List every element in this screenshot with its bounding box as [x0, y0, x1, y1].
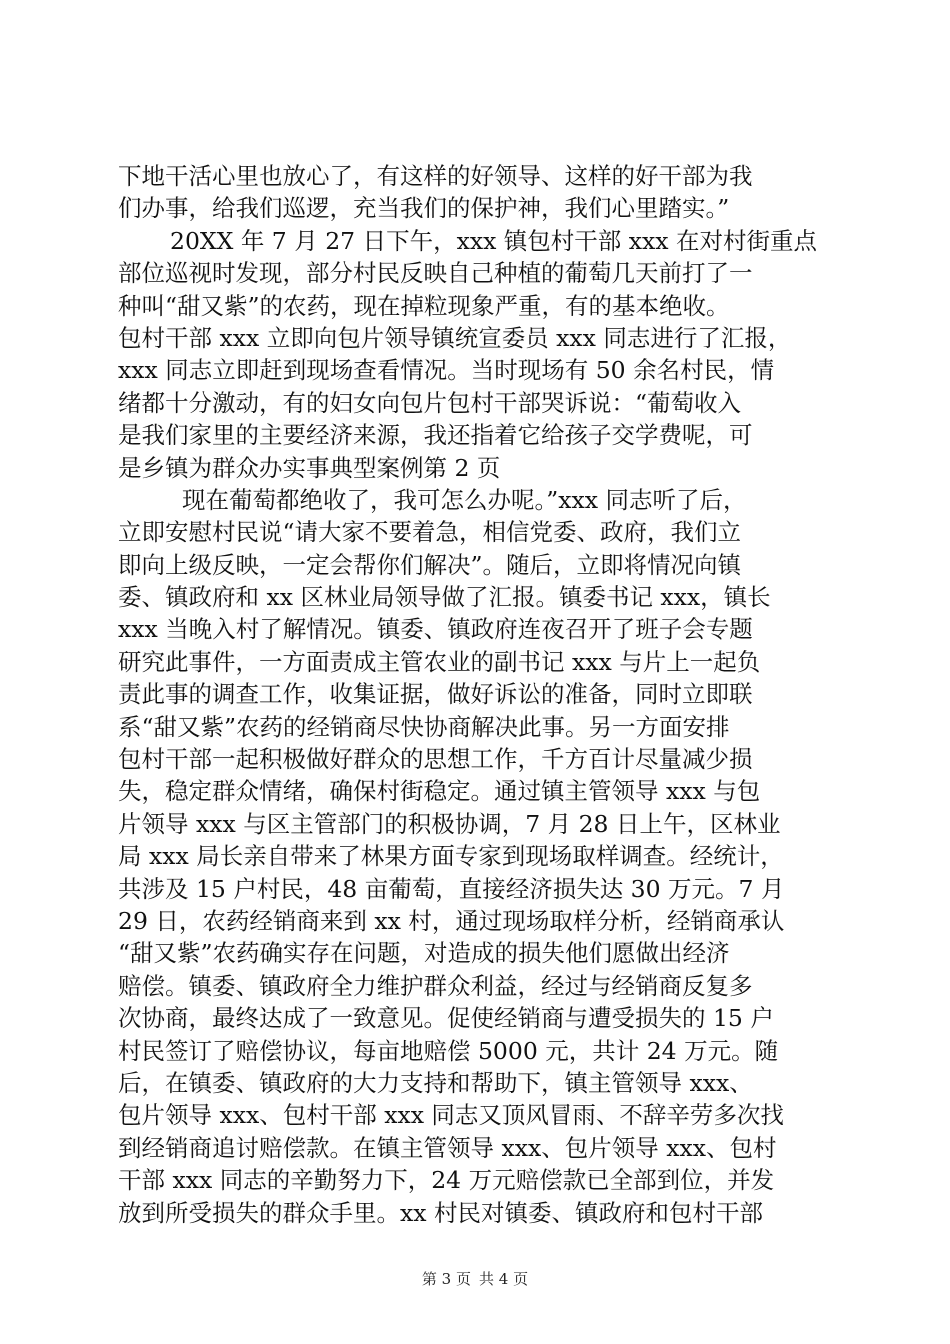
document-body — [118, 160, 838, 1229]
text-line: “甜又紫”农药确实存在问题，对造成的损失他们愿做出经济 — [118, 939, 730, 968]
text-line: 片领导 xxx 与区主管部门的积极协调，7 月 28 日上午，区林业 — [118, 809, 781, 838]
text-line: 包村干部 xxx 立即向包片领导镇统宣委员 xxx 同志进行了汇报， — [118, 323, 792, 352]
page-number: 第 3 页 — [421, 1270, 471, 1288]
text-line: 放到所受损失的群众手里。xx 村民对镇委、镇政府和包村干部 — [118, 1198, 763, 1227]
text-line: 失，稳定群众情绪，确保村街稳定。通过镇主管领导 xxx 与包 — [118, 777, 761, 806]
text-line: 系“甜又紫”农药的经销商尽快协商解决此事。另一方面安排 — [118, 712, 730, 741]
text-line: 赔偿。镇委、镇政府全力维护群众利益，经过与经销商反复多 — [118, 971, 753, 1000]
text-line: 部位巡视时发现，部分村民反映自己种植的葡萄几天前打了一 — [118, 259, 753, 288]
paragraph-start-line: 现在葡萄都绝收了，我可怎么办呢。”xxx 同志听了后， — [182, 485, 747, 514]
text-line: 是我们家里的主要经济来源，我还指着它给孩子交学费呢，可 — [118, 421, 753, 450]
text-line: 包村干部一起积极做好群众的思想工作，千方百计尽量减少损 — [118, 745, 753, 774]
text-line: 责此事的调查工作，收集证据，做好诉讼的准备，同时立即联 — [118, 680, 753, 709]
text-line: 种叫“甜又紫”的农药，现在掉粒现象严重，有的基本绝收。 — [118, 291, 730, 320]
text-line: 绪都十分激动，有的妇女向包片包村干部哭诉说：“葡萄收入 — [118, 388, 742, 417]
text-line: 们办事，给我们巡逻，充当我们的保护神，我们心里踏实。” — [118, 194, 730, 223]
paragraph-start-line: 20XX 年 7 月 27 日下午，xxx 镇包村干部 xxx 在对村街重点 — [170, 226, 817, 255]
text-line: 下地干活心里也放心了，有这样的好领导、这样的好干部为我 — [118, 162, 753, 190]
page-total: 共 4 页 — [479, 1270, 529, 1288]
text-line: 研究此事件，一方面责成主管农业的副书记 xxx 与片上一起负 — [118, 647, 761, 676]
text-line: 到经销商追讨赔偿款。在镇主管领导 xxx、包片领导 xxx、包村 — [118, 1133, 777, 1162]
text-line: 即向上级反映，一定会帮你们解决”。随后，立即将情况向镇 — [118, 550, 742, 579]
text-line: xxx 同志立即赶到现场查看情况。当时现场有 50 余名村民，情 — [118, 356, 775, 385]
text-line: 后，在镇委、镇政府的大力支持和帮助下，镇主管领导 xxx、 — [118, 1068, 753, 1097]
text-line: 委、镇政府和 xx 区林业局领导做了汇报。镇委书记 xxx，镇长 — [118, 583, 771, 612]
page-break-note: 是乡镇为群众办实事典型案例第 2 页 — [118, 453, 501, 482]
text-line: 局 xxx 局长亲自带来了林果方面专家到现场取样调查。经统计， — [118, 842, 784, 871]
text-line: 29 日，农药经销商来到 xx 村，通过现场取样分析，经销商承认 — [118, 906, 785, 935]
text-line: 村民签订了赔偿协议，每亩地赔偿 5000 元，共计 24 万元。随 — [118, 1036, 779, 1065]
text-line: xxx 当晚入村了解情况。镇委、镇政府连夜召开了班子会专题 — [118, 615, 753, 644]
text-line: 包片领导 xxx、包村干部 xxx 同志又顶风冒雨、不辞辛劳多次找 — [118, 1101, 784, 1130]
text-line: 立即安慰村民说“请大家不要着急，相信党委、政府，我们立 — [118, 518, 742, 547]
text-line: 干部 xxx 同志的辛勤努力下，24 万元赔偿款已全部到位，并发 — [118, 1166, 775, 1195]
text-line: 共涉及 15 户村民，48 亩葡萄，直接经济损失达 30 万元。7 月 — [118, 874, 785, 903]
page-footer — [0, 1269, 950, 1289]
text-line: 次协商，最终达成了一致意见。促使经销商与遭受损失的 15 户 — [118, 1004, 774, 1033]
